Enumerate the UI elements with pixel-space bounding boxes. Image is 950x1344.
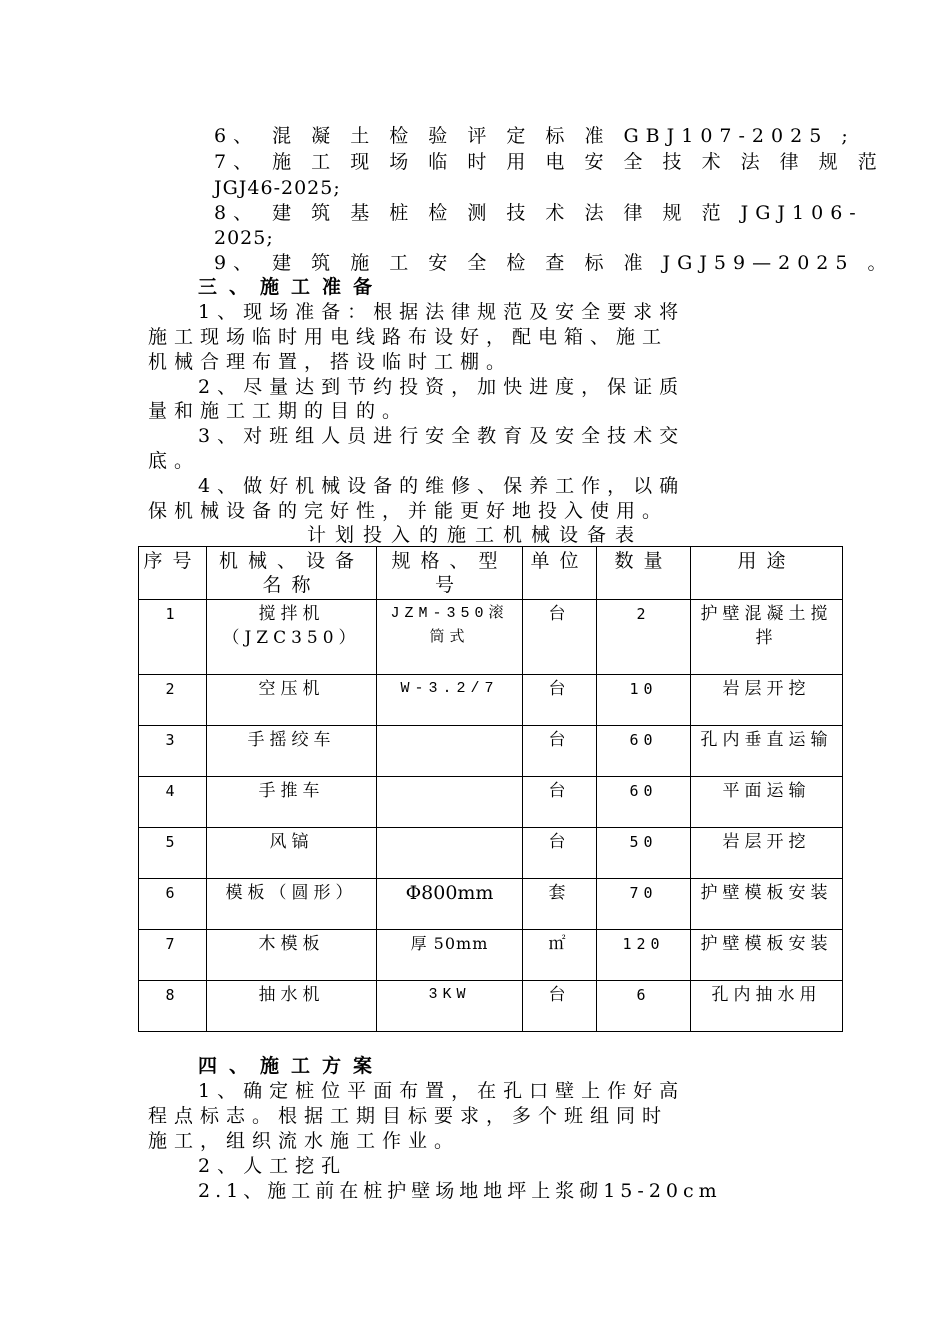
cell-use: 岩层开挖 bbox=[691, 675, 843, 726]
table-row bbox=[139, 675, 843, 726]
plan-item-2: 2、人工挖孔 bbox=[198, 1155, 348, 1177]
table-row bbox=[139, 828, 843, 879]
plan-item-2-1: 2.1、施工前在桩护壁场地地坪上浆砌15-20cm bbox=[198, 1180, 722, 1202]
paragraph-2-line-2: 量和施工工期的目的。 bbox=[148, 400, 409, 422]
cell-qty: 60 bbox=[597, 726, 691, 777]
cell-name: 搅拌机（JZC350） bbox=[207, 600, 377, 675]
cell-spec: 3KW bbox=[377, 981, 523, 1032]
table-row bbox=[139, 879, 843, 930]
cell-no: 4 bbox=[139, 777, 207, 828]
col-header-name: 机械、设备名称 bbox=[207, 547, 377, 600]
cell-name: 风镐 bbox=[207, 828, 377, 879]
cell-use: 平面运输 bbox=[691, 777, 843, 828]
col-header-unit: 单位 bbox=[523, 547, 597, 600]
table-row bbox=[139, 777, 843, 828]
cell-unit: 台 bbox=[523, 600, 597, 675]
cell-unit: 台 bbox=[523, 726, 597, 777]
table-header-row bbox=[139, 547, 843, 600]
standard-item-8: 8、 建 筑 基 桩 检 测 技 术 法 律 规 范 JGJ106- bbox=[214, 202, 863, 224]
paragraph-1-line-2: 施工现场临时用电线路布设好，配电箱、施工 bbox=[148, 326, 669, 348]
cell-qty: 70 bbox=[597, 879, 691, 930]
paragraph-1-line-3: 机械合理布置，搭设临时工棚。 bbox=[148, 351, 513, 373]
cell-use: 护壁混凝土搅拌 bbox=[691, 600, 843, 675]
cell-name: 空压机 bbox=[207, 675, 377, 726]
cell-unit: ㎡ bbox=[523, 930, 597, 981]
cell-spec: 厚 50mm bbox=[377, 930, 523, 981]
cell-name: 抽水机 bbox=[207, 981, 377, 1032]
cell-spec bbox=[377, 828, 523, 879]
cell-no: 2 bbox=[139, 675, 207, 726]
standard-item-9: 9、 建 筑 施 工 安 全 检 查 标 准 JGJ59—2025 。 bbox=[214, 252, 894, 274]
cell-spec: Φ800mm bbox=[377, 879, 523, 930]
cell-no: 8 bbox=[139, 981, 207, 1032]
col-header-use: 用途 bbox=[691, 547, 843, 600]
cell-use: 孔内垂直运输 bbox=[691, 726, 843, 777]
cell-qty: 60 bbox=[597, 777, 691, 828]
table-row bbox=[139, 981, 843, 1032]
col-header-no: 序号 bbox=[139, 547, 207, 600]
table-row bbox=[139, 600, 843, 675]
paragraph-1-line-1: 1、现场准备：根据法律规范及安全要求将 bbox=[198, 301, 686, 323]
plan-paragraph-1-line-2: 程点标志。根据工期目标要求，多个班组同时 bbox=[148, 1105, 669, 1127]
standard-item-8-code: 2025; bbox=[214, 227, 274, 249]
cell-name: 木模板 bbox=[207, 930, 377, 981]
standard-item-7-code: JGJ46-2025; bbox=[214, 177, 341, 199]
paragraph-2-line-1: 2、尽量达到节约投资，加快进度，保证质 bbox=[198, 376, 686, 398]
cell-use: 岩层开挖 bbox=[691, 828, 843, 879]
cell-no: 7 bbox=[139, 930, 207, 981]
paragraph-4-line-2: 保机械设备的完好性，并能更好地投入使用。 bbox=[148, 500, 669, 522]
standard-item-6: 6、 混 凝 土 检 验 评 定 标 准 GBJ107-2025 ; bbox=[214, 125, 855, 147]
cell-no: 1 bbox=[139, 600, 207, 675]
paragraph-3-line-1: 3、对班组人员进行安全教育及安全技术交 bbox=[198, 425, 686, 447]
cell-name: 手摇绞车 bbox=[207, 726, 377, 777]
cell-qty: 50 bbox=[597, 828, 691, 879]
plan-paragraph-1-line-3: 施工，组织流水施工作业。 bbox=[148, 1130, 461, 1152]
cell-spec bbox=[377, 777, 523, 828]
cell-qty: 2 bbox=[597, 600, 691, 675]
cell-spec: JZM-350滚筒式 bbox=[377, 600, 523, 675]
table-row bbox=[139, 726, 843, 777]
cell-spec bbox=[377, 726, 523, 777]
cell-qty: 6 bbox=[597, 981, 691, 1032]
cell-no: 3 bbox=[139, 726, 207, 777]
cell-no: 5 bbox=[139, 828, 207, 879]
cell-no: 6 bbox=[139, 879, 207, 930]
section-heading-3: 三、施工准备 bbox=[198, 276, 385, 298]
cell-qty: 10 bbox=[597, 675, 691, 726]
paragraph-3-line-2: 底。 bbox=[148, 450, 201, 472]
cell-qty: 120 bbox=[597, 930, 691, 981]
cell-use: 护壁模板安装 bbox=[691, 930, 843, 981]
table-caption: 计划投入的施工机械设备表 bbox=[306, 524, 643, 546]
standard-item-7: 7、 施 工 现 场 临 时 用 电 安 全 技 术 法 律 规 范 bbox=[214, 151, 884, 173]
cell-unit: 套 bbox=[523, 879, 597, 930]
col-header-spec: 规格、型号 bbox=[377, 547, 523, 600]
col-header-qty: 数量 bbox=[597, 547, 691, 600]
plan-paragraph-1-line-1: 1、确定桩位平面布置，在孔口壁上作好高 bbox=[198, 1080, 686, 1102]
paragraph-4-line-1: 4、做好机械设备的维修、保养工作，以确 bbox=[198, 475, 686, 497]
cell-unit: 台 bbox=[523, 675, 597, 726]
cell-name: 模板（圆形） bbox=[207, 879, 377, 930]
cell-use: 护壁模板安装 bbox=[691, 879, 843, 930]
section-heading-4: 四、施工方案 bbox=[198, 1055, 385, 1077]
table-row bbox=[139, 930, 843, 981]
equipment-table bbox=[138, 546, 843, 1032]
cell-unit: 台 bbox=[523, 828, 597, 879]
cell-unit: 台 bbox=[523, 981, 597, 1032]
cell-unit: 台 bbox=[523, 777, 597, 828]
cell-spec: W-3.2/7 bbox=[377, 675, 523, 726]
cell-use: 孔内抽水用 bbox=[691, 981, 843, 1032]
cell-name: 手推车 bbox=[207, 777, 377, 828]
